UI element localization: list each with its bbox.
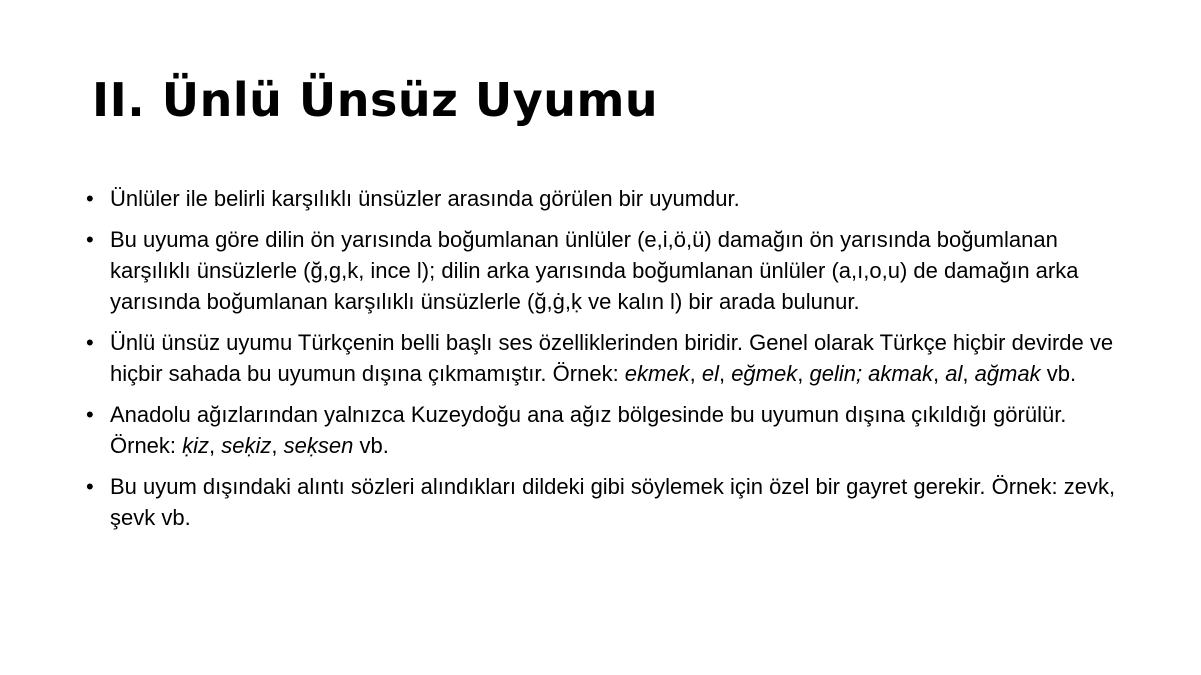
bullet-text: , (718, 361, 732, 386)
bullet-text-italic: ekmek (624, 361, 690, 386)
bullet-item (86, 327, 1116, 389)
bullet-text: Anadolu ağızlarından yalnızca Kuzeydoğu ana ağız bölgesinde bu uyumun dışına çıkıldığı görülür. Örnek: (110, 402, 1067, 458)
bullet-text-italic: ağmak (974, 361, 1041, 386)
bullet-text: vb. (353, 433, 389, 458)
bullet-item (86, 224, 1116, 317)
bullet-text: , (209, 433, 222, 458)
bullet-text-italic: eğmek (731, 361, 798, 386)
bullet-text-italic: ḳiz (182, 433, 210, 458)
bullet-text: Ünlüler ile belirli karşılıklı ünsüzler arasında görülen bir uyumdur. (110, 186, 740, 211)
bullet-text: vb. (1040, 361, 1077, 386)
bullet-item (86, 471, 1116, 533)
bullet-text-italic: el (701, 361, 719, 386)
bullet-text: , (689, 361, 702, 386)
bullet-text: Ünlü ünsüz uyumu Türkçenin belli başlı ses özelliklerinden biridir. Genel olarak Türkçe hiçbir devirde ve hiçbir sahada bu uyumun dışına çıkmamıştır. Örnek: (110, 330, 1114, 386)
bullet-text-italic: seḳsen (283, 433, 354, 458)
bullet-text: , (962, 361, 975, 386)
bullet-text: , (271, 433, 284, 458)
bullet-item (86, 399, 1116, 461)
bullet-list (86, 183, 1116, 543)
bullet-text: Bu uyum dışındaki alıntı sözleri alındıkları dildeki gibi söylemek için özel bir gayret gerekir. Örnek: zevk, şevk vb. (110, 474, 1116, 530)
bullet-text: , (932, 361, 946, 386)
bullet-text: Bu uyuma göre dilin ön yarısında boğumlanan ünlüler (e,i,ö,ü) damağın ön yarısında boğumlanan karşılıklı ünsüzlerle (ğ,g,k, ince l); dilin arka yarısında boğumlanan ünlüler (a,ı,o,u) de damağın arka yarısında boğumlanan karşılıklı ünsüzlerle (ğ,ġ,ḳ ve kalın l) bir arada bulunur. (110, 227, 1079, 314)
bullet-text-italic: seḳiz (221, 433, 272, 458)
bullet-text-italic: gelin; akmak (809, 361, 933, 386)
bullet-text-italic: al (945, 361, 963, 386)
bullet-item (86, 183, 1116, 214)
slide-title: II. Ünlü Ünsüz Uyumu (92, 73, 659, 127)
bullet-text: , (797, 361, 810, 386)
